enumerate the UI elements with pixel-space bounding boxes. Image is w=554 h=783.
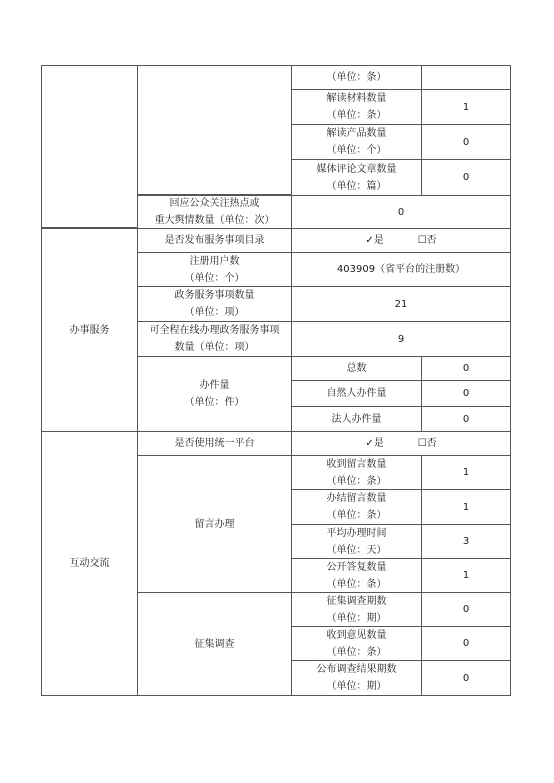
interaction-section-label: 互动交流 <box>69 558 110 569</box>
handled-value-cell <box>421 489 511 525</box>
platform-label-cell <box>137 431 292 456</box>
items-value-cell <box>291 286 511 322</box>
volume-label-cell <box>137 356 292 432</box>
received-label-cell <box>291 455 422 490</box>
handled-value: 1 <box>462 501 470 513</box>
online-label-line2: 数量（单位：项） <box>174 342 255 353</box>
volume-total-label-cell <box>291 356 422 381</box>
opinions-value: 0 <box>462 638 470 649</box>
unit-text: （单位：条） <box>326 72 387 83</box>
volume-natural-label-cell <box>291 380 422 407</box>
volume-unit: （单位：件） <box>184 397 245 408</box>
volume-total-label: 总数 <box>346 363 367 374</box>
results-label-cell <box>291 660 422 696</box>
public-replies-value-cell <box>421 558 511 593</box>
avg-time-value-cell <box>421 524 511 559</box>
opinions-value-cell <box>421 626 511 661</box>
users-label: 注册用户数 <box>189 255 240 267</box>
products-unit: （单位：个） <box>326 145 387 156</box>
volume-legal-value: 0 <box>462 413 470 425</box>
media-label: 媒体评论文章数量 <box>316 163 397 175</box>
volume-legal-value-cell <box>421 406 511 432</box>
received-value-cell <box>421 455 511 490</box>
value-cell-empty <box>421 65 511 90</box>
volume-total-value-cell <box>421 356 511 381</box>
online-value-cell <box>291 321 511 357</box>
volume-natural-value: 0 <box>462 388 470 399</box>
periods-unit: （单位：期） <box>326 612 387 624</box>
products-label: 解读产品数量 <box>326 128 387 139</box>
public-response-label-line1: 回应公众关注热点或 <box>169 198 260 209</box>
volume-total-value: 0 <box>462 363 470 374</box>
handled-label: 办结留言数量 <box>326 493 387 504</box>
handled-label-cell <box>291 489 422 525</box>
materials-label: 解读材料数量 <box>326 93 387 104</box>
catalog-no: ☐否 <box>417 235 437 246</box>
platform-yes: ✓是 <box>365 438 384 449</box>
subsection-cell-continued-lower <box>137 89 292 195</box>
media-value: 0 <box>462 172 470 183</box>
public-response-label-cell <box>137 195 292 229</box>
media-unit: （单位：篇） <box>326 180 387 192</box>
service-section-label: 办事服务 <box>69 324 110 336</box>
public-response-label-line2: 重大舆情数量（单位：次） <box>154 215 275 226</box>
periods-value: 0 <box>462 604 470 615</box>
volume-label: 办件量 <box>199 380 230 391</box>
avg-time-label-cell <box>291 524 422 559</box>
opinions-label: 收到意见数量 <box>326 629 387 641</box>
volume-legal-label: 法人办件量 <box>331 413 382 425</box>
users-unit: （单位：个） <box>184 272 245 284</box>
volume-natural-label: 自然人办件量 <box>326 388 387 399</box>
results-value-cell <box>421 660 511 696</box>
survey-label-cell <box>137 592 292 696</box>
avg-time-unit: （单位：天） <box>326 544 387 556</box>
public-replies-value: 1 <box>462 570 470 581</box>
avg-time-value: 3 <box>462 536 470 547</box>
section-cell-continued <box>41 65 138 90</box>
users-value: 403909（省平台的注册数） <box>336 264 466 275</box>
public-replies-unit: （单位：条） <box>326 578 387 590</box>
periods-label-cell <box>291 592 422 627</box>
materials-value: 1 <box>462 101 470 113</box>
section-cell-continued-lower <box>41 89 138 228</box>
volume-legal-label-cell <box>291 406 422 432</box>
messages-label: 留言办理 <box>194 518 235 530</box>
unit-cell <box>291 65 422 90</box>
products-value-cell <box>421 124 511 160</box>
interaction-section-cell <box>41 431 138 696</box>
results-label: 公布调查结果期数 <box>316 664 397 675</box>
results-unit: （单位：期） <box>326 681 387 692</box>
platform-label: 是否使用统一平台 <box>174 438 255 449</box>
results-value: 0 <box>462 672 470 684</box>
media-label-cell <box>291 159 422 196</box>
users-label-cell <box>137 252 292 287</box>
online-value: 9 <box>397 333 405 345</box>
catalog-value-cell <box>291 228 511 253</box>
received-value: 1 <box>462 467 470 478</box>
materials-value-cell <box>421 89 511 125</box>
catalog-label-cell <box>137 228 292 253</box>
public-replies-label: 公开答复数量 <box>326 561 387 573</box>
public-replies-label-cell <box>291 558 422 593</box>
online-label-line1: 可全程在线办理政务服务事项 <box>149 325 280 336</box>
volume-natural-value-cell <box>421 380 511 407</box>
received-label: 收到留言数量 <box>326 458 387 470</box>
platform-value-cell <box>291 431 511 456</box>
messages-label-cell <box>137 455 292 593</box>
online-label-cell <box>137 321 292 357</box>
periods-value-cell <box>421 592 511 627</box>
items-label-cell <box>137 286 292 322</box>
media-value-cell <box>421 159 511 196</box>
products-label-cell <box>291 124 422 160</box>
items-unit: （单位：项） <box>184 307 245 318</box>
avg-time-label: 平均办理时间 <box>326 527 387 539</box>
catalog-label: 是否发布服务事项目录 <box>164 235 265 246</box>
handled-unit: （单位：条） <box>326 510 387 521</box>
users-value-cell <box>291 252 511 287</box>
received-unit: （单位：条） <box>326 475 387 487</box>
platform-no: ☐否 <box>417 438 437 449</box>
products-value: 0 <box>462 136 470 148</box>
opinions-unit: （单位：条） <box>326 646 387 658</box>
items-value: 21 <box>394 298 408 310</box>
periods-label: 征集调查期数 <box>326 595 387 607</box>
public-response-value: 0 <box>397 206 405 218</box>
catalog-yes: ✓是 <box>365 235 384 246</box>
public-response-value-cell <box>291 195 511 229</box>
materials-unit: （单位：条） <box>326 110 387 121</box>
materials-label-cell <box>291 89 422 125</box>
service-section-cell <box>41 228 138 432</box>
opinions-label-cell <box>291 626 422 661</box>
subsection-cell-continued <box>137 65 292 90</box>
items-label: 政务服务事项数量 <box>174 290 255 301</box>
survey-label: 征集调查 <box>194 638 235 650</box>
